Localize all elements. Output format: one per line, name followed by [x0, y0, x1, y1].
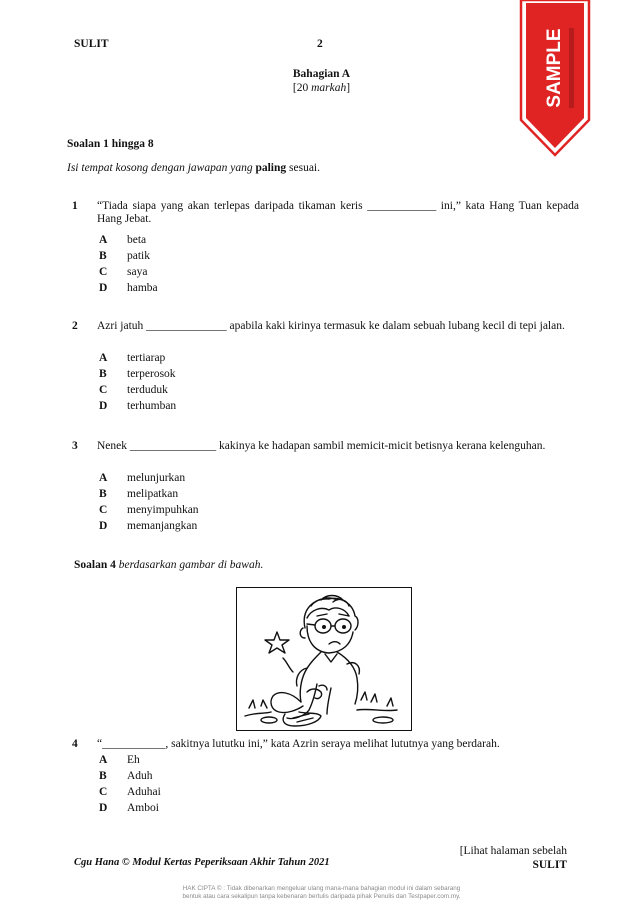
option-text: terperosok — [127, 368, 176, 380]
option-letter: A — [99, 754, 108, 766]
page-footer-right — [460, 844, 567, 872]
copyright-line-1: HAK CIPTA © : Tidak dibenarkan mengeluar ulang mana-mana bahagian modul ini dalam sebarang — [182, 885, 461, 892]
question-text: Azri jatuh ______________ apabila kaki kirinya termasuk ke dalam sebuah lubang kecil di tepi jalan. — [97, 320, 565, 332]
copyright-notice — [0, 885, 643, 901]
option-text: hamba — [127, 282, 158, 294]
option-item[interactable] — [99, 398, 176, 414]
option-list — [99, 470, 199, 534]
option-text: Eh — [127, 754, 140, 766]
option-letter: A — [99, 352, 108, 364]
option-item[interactable] — [99, 518, 199, 534]
option-item[interactable] — [99, 382, 176, 398]
option-letter: C — [99, 786, 108, 798]
option-letter: C — [99, 384, 108, 396]
sulit-header: SULIT — [74, 38, 109, 50]
sulit-footer: SULIT — [532, 859, 567, 871]
option-letter: B — [99, 770, 107, 782]
option-item[interactable] — [99, 784, 161, 800]
option-text: memanjangkan — [127, 520, 198, 532]
option-item[interactable] — [99, 768, 161, 784]
author-footer: Cgu Hana © Modul Kertas Peperiksaan Akhir Tahun 2021 — [74, 857, 330, 868]
option-item[interactable] — [99, 232, 158, 248]
marks-open: [20 — [292, 82, 312, 94]
boy-drawing — [237, 588, 410, 729]
instruction-bold: paling — [255, 162, 287, 174]
option-text: terduduk — [127, 384, 168, 396]
option-text: menyimpuhkan — [127, 504, 199, 516]
option-item[interactable] — [99, 366, 176, 382]
boy-illustration — [236, 587, 412, 731]
option-list — [99, 752, 161, 816]
option-letter: B — [99, 488, 107, 500]
stamp-strip — [569, 28, 574, 108]
option-letter: A — [99, 472, 108, 484]
option-letter: D — [99, 520, 108, 532]
picture-instruction-italic: berdasarkan gambar di bawah. — [115, 559, 264, 571]
option-text: terhumban — [127, 400, 177, 412]
option-item[interactable] — [99, 248, 158, 264]
option-letter: C — [99, 504, 108, 516]
option-text: melunjurkan — [127, 472, 186, 484]
option-text: tertiarap — [127, 352, 166, 364]
option-letter: D — [99, 802, 108, 814]
option-item[interactable] — [99, 350, 176, 366]
question-text: Nenek _______________ kakinya ke hadapan sambil memicit-micit betisnya kerana kelenguhan. — [97, 440, 546, 452]
question-text: “Tiada siapa yang akan terlepas daripada tikaman keris ____________ ini,” kata Hang Tuan kepada Hang Jebat. — [97, 200, 579, 225]
option-text: melipatkan — [127, 488, 179, 500]
stamp-label: SAMPLE — [544, 28, 565, 108]
question-text: “___________, sakitnya lututku ini,” kata Azrin seraya melihat lututnya yang berdarah. — [97, 738, 500, 750]
question-number: 1 — [72, 200, 78, 212]
section-title: Bahagian A — [292, 68, 351, 80]
option-letter: C — [99, 266, 108, 278]
option-letter: B — [99, 250, 107, 262]
marks-word: markah — [311, 82, 347, 94]
option-item[interactable] — [99, 470, 199, 486]
question-number: 3 — [72, 440, 78, 452]
option-item[interactable] — [99, 502, 199, 518]
option-item[interactable] — [99, 264, 158, 280]
option-letter: B — [99, 368, 107, 380]
option-text: saya — [127, 266, 148, 278]
picture-instruction-bold: Soalan 4 — [74, 559, 116, 571]
option-letter: D — [99, 400, 108, 412]
option-text: Aduhai — [127, 786, 161, 798]
questions-range: Soalan 1 hingga 8 — [67, 138, 154, 150]
option-item[interactable] — [99, 800, 161, 816]
instruction — [67, 162, 320, 174]
picture-instruction — [74, 559, 263, 571]
option-list — [99, 350, 176, 414]
option-letter: A — [99, 234, 108, 246]
option-text: Aduh — [127, 770, 153, 782]
option-item[interactable] — [99, 752, 161, 768]
instruction-end: sesuai. — [286, 162, 320, 174]
page-number: 2 — [317, 38, 323, 50]
copyright-line-2: bentuk atau cara sekalipun tanpa kebenaran bertulis daripada pihak Penulis dan Testpaper.com.my. — [182, 893, 461, 900]
question-number: 2 — [72, 320, 78, 332]
option-letter: D — [99, 282, 108, 294]
option-list — [99, 232, 158, 296]
sample-stamp — [519, 0, 591, 158]
question-number: 4 — [72, 738, 78, 750]
option-text: Amboi — [127, 802, 159, 814]
instruction-italic: Isi tempat kosong dengan jawapan yang — [67, 162, 256, 174]
option-item[interactable] — [99, 280, 158, 296]
next-page-note: [Lihat halaman sebelah — [459, 845, 567, 857]
marks-close: ] — [346, 82, 351, 94]
option-text: patik — [127, 250, 150, 262]
option-item[interactable] — [99, 486, 199, 502]
option-text: beta — [127, 234, 147, 246]
